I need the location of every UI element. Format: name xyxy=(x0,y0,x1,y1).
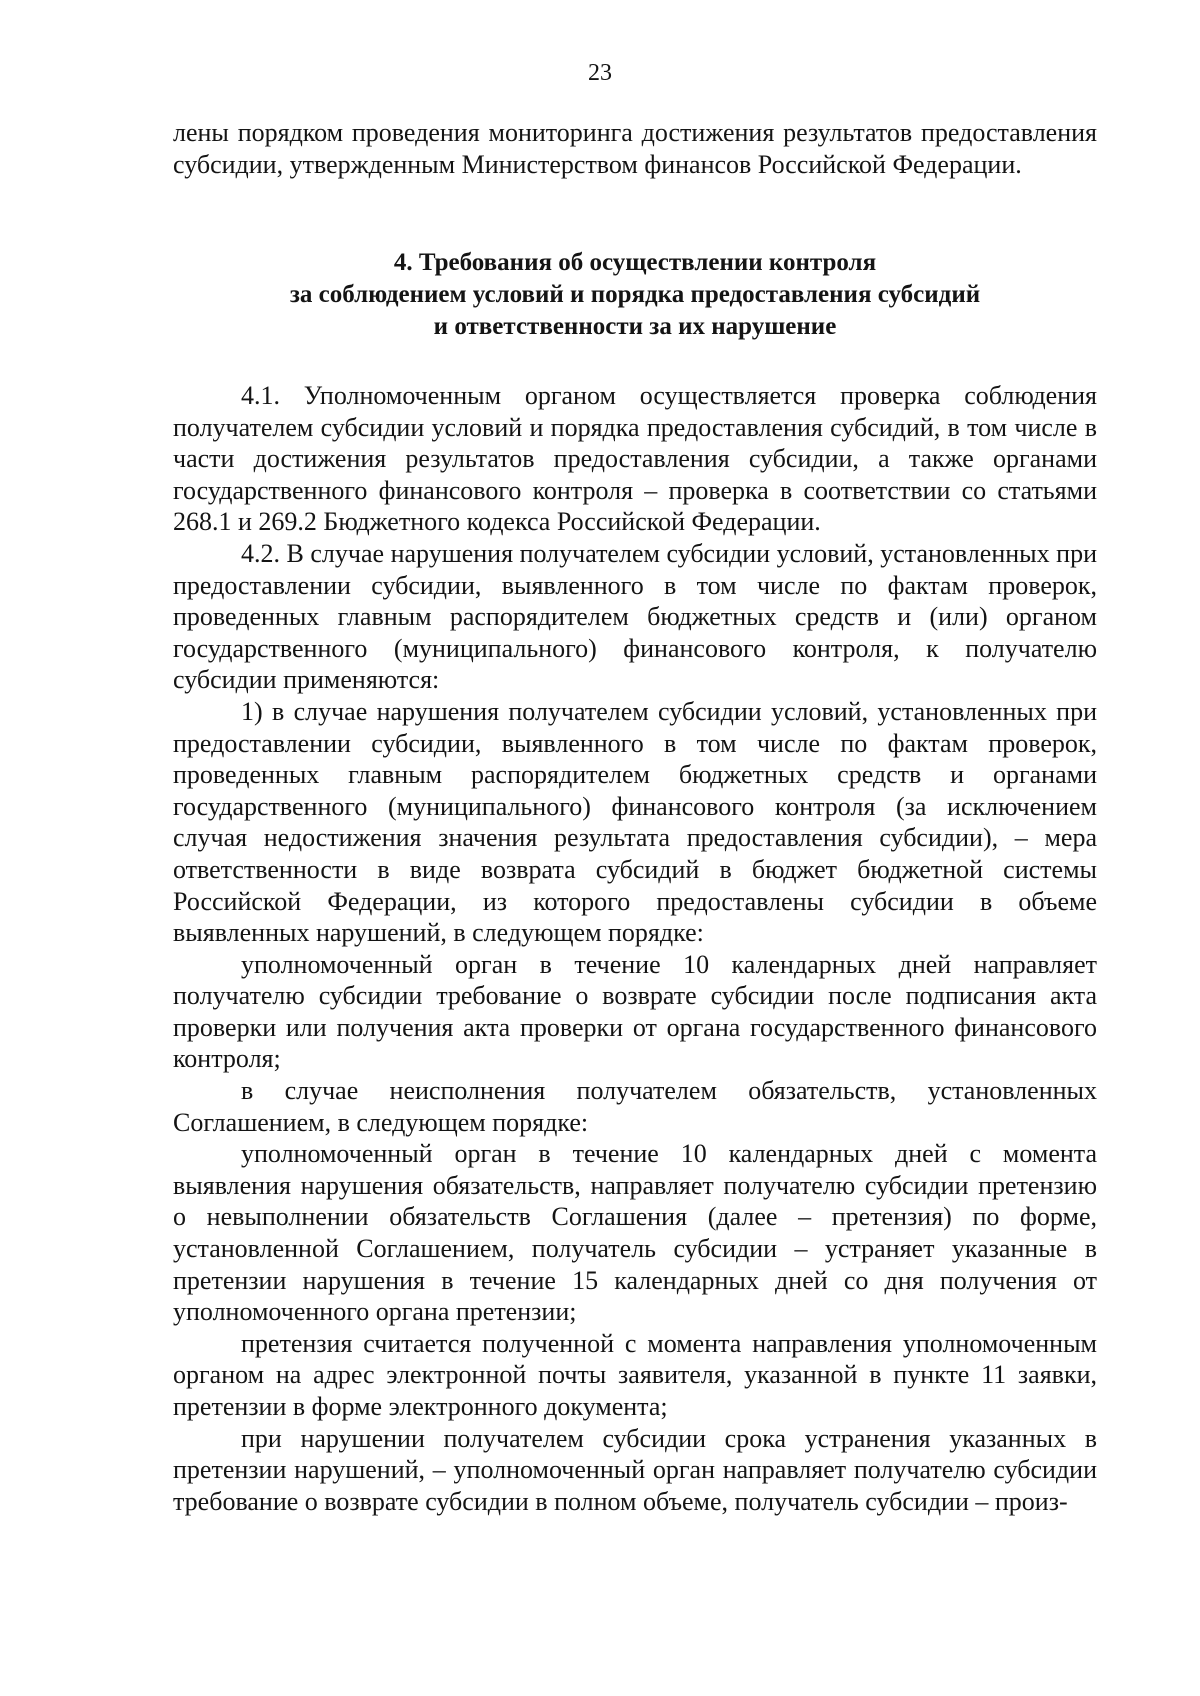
paragraph-deadline-breach: при нарушении получателем субсидии срока устранения указанных в претензии нарушений, – уполномоченный орган направляет получателю субсидии требование о возврате субсидии в полном объеме, получатель субсидии – произ- xyxy=(173,1423,1097,1516)
section-heading-line-3: и ответственности за их нарушение xyxy=(433,313,837,340)
paragraph-claim-received: претензия считается полученной с момента направления уполномоченным органом на адрес электронной почты заявителя, указанной в пункте 11 заявки, претензии в форме электронного документа; xyxy=(173,1328,1097,1421)
paragraph-requirement-notice: уполномоченный орган в течение 10 календарных дней направляет получателю субсидии требование о возврате субсидии после подписания акта проверки или получения акта проверки от органа государственного финансового контроля; xyxy=(173,949,1097,1074)
intro-paragraph: лены порядком проведения мониторинга достижения результатов предоставления субсидии, утвержденным Министерством финансов Российской Федерации. xyxy=(173,118,1097,179)
body-text-block xyxy=(173,380,1097,1517)
page-number: 23 xyxy=(588,60,612,86)
paragraph-item-1: 1) в случае нарушения получателем субсидии условий, установленных при предоставлении субсидии, выявленного в том числе по фактам проверок, проведенных главным распорядителем бюджетных средств и органами государственного (муниципального) финансового контроля (за исключением случая недостижения значения результата предоставления субсидии), – мера ответственности в виде возврата субсидий в бюджет бюджетной системы Российской Федерации, из которого предоставлены субсидии в объеме выявленных нарушений, в следующем порядке: xyxy=(173,696,1097,948)
intro-text-block xyxy=(173,117,1097,180)
section-heading xyxy=(173,247,1097,343)
paragraph-obligation-breach: в случае неисполнения получателем обязательств, установленных Соглашением, в следующем порядке: xyxy=(173,1076,1097,1137)
section-heading-line-2: за соблюдением условий и порядка предоставления субсидий xyxy=(289,281,981,308)
paragraph-4-1: 4.1. Уполномоченным органом осуществляется проверка соблюдения получателем субсидии условий и порядка предоставления субсидий, в том числе в части достижения результатов предоставления субсидии, а также органами государственного финансового контроля – проверка в соответствии со статьями 268.1 и 269.2 Бюджетного кодекса Российской Федерации. xyxy=(173,381,1097,537)
section-heading-line-1: 4. Требования об осуществлении контроля xyxy=(393,249,877,276)
paragraph-4-2: 4.2. В случае нарушения получателем субсидии условий, установленных при предоставлении субсидии, выявленного в том числе по фактам проверок, проведенных главным распорядителем бюджетных средств и (или) органом государственного (муниципального) финансового контроля, к получателю субсидии применяются: xyxy=(173,538,1097,695)
paragraph-claim-procedure: уполномоченный орган в течение 10 календарных дней с момента выявления нарушения обязательств, направляет получателю субсидии претензию о невыполнении обязательств Соглашения (далее – претензия) по форме, установленной Соглашением, получатель субсидии – устраняет указанные в претензии нарушения в течение 15 календарных дней со дня получения от уполномоченного органа претензии; xyxy=(173,1139,1097,1327)
